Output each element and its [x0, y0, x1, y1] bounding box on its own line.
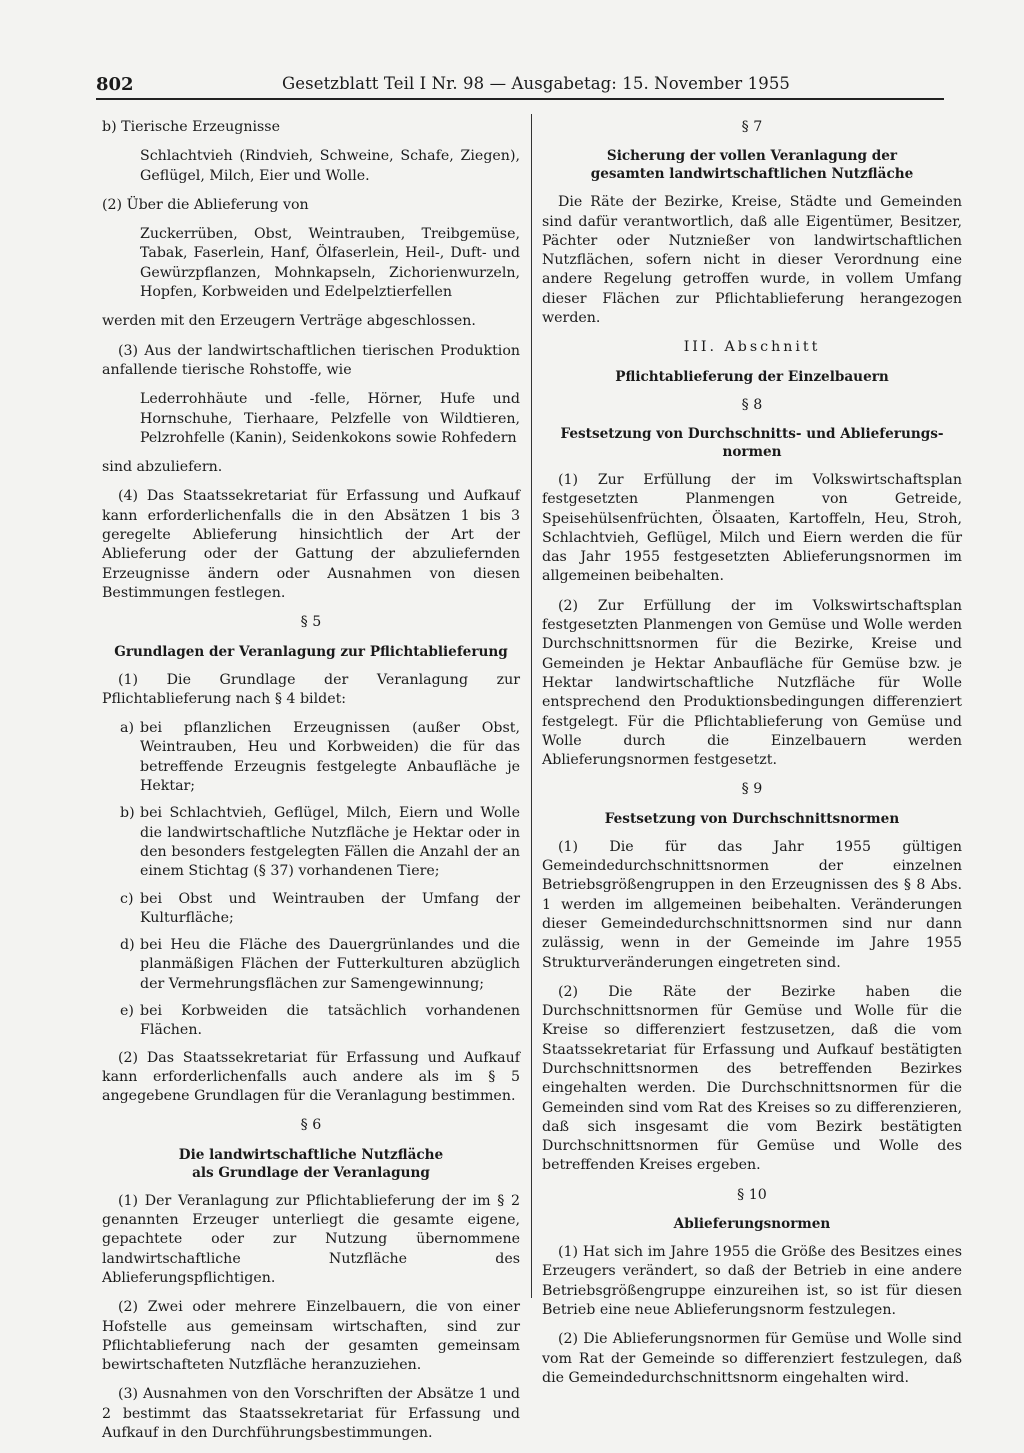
paragraph-3-intro: (3) Aus der landwirtschaftlichen tierischen Produktion anfallende tierische Rohstoffe, wie: [102, 342, 520, 378]
section-9-number: § 9: [741, 781, 763, 798]
section-9-paragraph-2: (2) Die Räte der Bezirke haben die Durchschnittsnormen für Gemüse und Wolle für die Kreise so differenziert festzusetzen, daß die vom Staatssekretariat für Erfassung und Aufkauf bestätigten Durchschnittsnormen des betreffenden Bezirkes eingehalten werden. Die Durchschnittsnormen für die Gemeinden sind vom Rat des Kreises so zu differenzieren, daß sich insgesamt die vom Bezirk bestätigten Durchschnittsnormen für Gemüse und Wolle des betreffenden Kreises ergeben.: [542, 983, 962, 1174]
item-d-label: d): [120, 937, 135, 954]
item-c-label: c): [120, 890, 134, 907]
paragraph-2-end: werden mit den Erzeugern Verträge abgeschlossen.: [102, 313, 476, 330]
section-6-paragraph-2: (2) Zwei oder mehrere Einzelbauern, die von einer Hofstelle aus gemeinsam wirtschaften, sind zur Pflichtablieferung nach der gesamten gemeinsam bewirtschafteten Nutzfläche heranzuziehen.: [102, 1299, 520, 1374]
paragraph-b-label: b) Tierische Erzeugnisse: [102, 119, 280, 135]
item-b-label: b): [120, 805, 135, 822]
item-a-text: bei pflanzlichen Erzeugnissen (außer Obst, Weintrauben, Heu und Korbweiden) die für das betreffende Erzeugnis festgelegte Anbaufläche je Hektar;: [140, 720, 520, 795]
item-c-text: bei Obst und Weintrauben der Umfang der Kulturfläche;: [140, 890, 520, 926]
section-6-title-line-2: als Grundlage der Veranlagung: [192, 1164, 430, 1181]
chapter-title: Pflichtablieferung der Einzelbauern: [615, 368, 889, 385]
paragraph-3-end: sind abzuliefern.: [102, 459, 223, 476]
section-5-item-a: [102, 719, 520, 796]
section-6-paragraph-3: (3) Ausnahmen von den Vorschriften der Absätze 1 und 2 bestimmt das Staatssekretariat für Erfassung und Aufkauf in den Durchführungsbestimmungen.: [102, 1386, 520, 1442]
section-5-item-d: [102, 936, 520, 994]
section-10-number: § 10: [737, 1186, 767, 1203]
section-6-paragraph-1: (1) Der Veranlagung zur Pflichtablieferung der im § 2 genannten Erzeuger unterliegt die gesamte eigene, gepachtete oder zur Nutzung übernommene landwirtschaftliche Nutzfläche des Ablieferungspflichtigen.: [102, 1192, 520, 1286]
section-5-item-e: [102, 1002, 520, 1041]
section-7-title-line-2: gesamten landwirtschaftlichen Nutzfläche: [590, 166, 914, 183]
section-5-title: Grundlagen der Veranlagung zur Pflichtablieferung: [114, 643, 508, 660]
paragraph-2-list: Zuckerrüben, Obst, Weintrauben, Treibgemüse, Tabak, Faserlein, Hanf, Ölfaserlein, Heil-, Duft- und Gewürzpflanzen, Mohnkapseln, Zichorienwurzeln, Hopfen, Korbweiden und Edelpelztierfellen: [140, 226, 520, 301]
paragraph-3-list: Lederrohhäute und -felle, Hörner, Hufe und Hornschuhe, Tierhaare, Pelzfelle von Wildtieren, Pelzrohfelle (Kanin), Seidenkokons sowie Rohfedern: [140, 391, 520, 446]
section-8-number: § 8: [741, 396, 763, 413]
section-7-paragraph: Die Räte der Bezirke, Kreise, Städte und Gemeinden sind dafür verantwortlich, daß alle Eigentümer, Besitzer, Pächter oder Nutznießer von landwirtschaftlichen Nutzflächen, sofern nicht in dieser Verordnung eine andere Regelung getroffen wurde, in vollem Umfang dieser Flächen zur Pflichtablieferung herangezogen werden.: [542, 194, 962, 327]
section-9-paragraph-1: (1) Die für das Jahr 1955 gültigen Gemeindedurchschnittsnormen der einzelnen Betriebsgrößengruppen in den Erzeugnissen des § 8 Abs. 1 werden im allgemeinen beibehalten. Veränderungen dieser Gemeindedurchschnittsnormen sind nur dann zulässig, wenn in der Gemeinde im Jahre 1955 Strukturveränderungen eingetreten sind.: [542, 838, 962, 971]
paragraph-b-text: Schlachtvieh (Rindvieh, Schweine, Schafe, Ziegen), Geflügel, Milch, Eier und Wolle.: [140, 148, 520, 184]
section-10-paragraph-2: (2) Die Ablieferungsnormen für Gemüse und Wolle sind vom Rat der Gemeinde so differenziert festzulegen, daß die Gemeindedurchschnittsnorm eingehalten wird.: [542, 1331, 962, 1386]
right-column: [542, 118, 962, 1398]
item-b-text: bei Schlachtvieh, Geflügel, Milch, Eiern und Wolle die landwirtschaftliche Nutzfläche je Hektar oder in den besonders festgelegten Fällen die Anzahl der an einem Stichtag (§ 37) vorhandenen Tiere;: [140, 805, 520, 880]
section-5-paragraph-2: (2) Das Staatssekretariat für Erfassung und Aufkauf kann erforderlichenfalls auch andere als im § 5 angegebene Grundlagen für die Veranlagung bestimmen.: [102, 1049, 520, 1105]
section-8-paragraph-1: (1) Zur Erfüllung der im Volkswirtschaftsplan festgesetzten Planmengen von Getreide, Speisehülsenfrüchten, Ölsaaten, Kartoffeln, Heu, Stroh, Schlachtvieh, Geflügel, Milch und Eiern werden die für das Jahr 1955 festgesetzten Ablieferungsnormen im allgemeinen beibehalten.: [542, 471, 962, 585]
paragraph-4: (4) Das Staatssekretariat für Erfassung und Aufkauf kann erforderlichenfalls die in den Absätzen 1 bis 3 geregelte Ablieferung hinsichtlich der Art der Ablieferung oder der Gattung der abzuliefernden Erzeugnisse ändern oder Ausnahmen von diesen Bestimmungen festlegen.: [102, 488, 520, 601]
chapter-heading: III. Abschnitt: [683, 339, 821, 356]
section-7-number: § 7: [741, 119, 763, 135]
item-a-label: a): [120, 720, 134, 737]
section-9-title: Festsetzung von Durchschnittsnormen: [604, 810, 900, 827]
section-8-title-line-2: normen: [722, 443, 782, 460]
section-5-number: § 5: [300, 614, 322, 631]
section-10-title: Ablieferungsnormen: [673, 1216, 831, 1233]
item-d-text: bei Heu die Fläche des Dauergrünlandes und die planmäßigen Flächen der Futterkulturen abzüglich der Vermehrungsflächen zur Samengewinnung;: [140, 937, 520, 992]
section-6-number: § 6: [300, 1117, 322, 1134]
section-5-paragraph-1: (1) Die Grundlage der Veranlagung zur Pflichtablieferung nach § 4 bildet:: [102, 671, 520, 707]
section-8-title-line-1: Festsetzung von Durchschnitts- und Ablieferungs-: [560, 425, 944, 442]
column-divider: [531, 114, 532, 1298]
section-8-paragraph-2: (2) Zur Erfüllung der im Volkswirtschaftsplan festgesetzten Planmengen von Gemüse und Wolle werden Durchschnittsnormen für die Bezirke, Kreise und Gemeinden je Hektar Anbaufläche für Gemüse bzw. je Hektar landwirtschaftliche Nutzfläche für Wolle entsprechend den Produktionsbedingungen differenziert festgelegt. Für die Pflichtablieferung von Gemüse und Wolle durch die Einzelbauern werden Ablieferungsnormen festgesetzt.: [542, 597, 962, 769]
section-10-paragraph-1: (1) Hat sich im Jahre 1955 die Größe des Besitzes eines Erzeugers verändert, so daß der Betrieb in eine andere Betriebsgrößengruppe einzureihen ist, so ist für diesen Betrieb eine neue Ablieferungsnorm festzulegen.: [542, 1244, 962, 1318]
running-title: Gesetzblatt Teil I Nr. 98 — Ausgabetag: 15. November 1955: [282, 74, 791, 93]
section-5-item-b: [102, 804, 520, 881]
section-7-title-line-1: Sicherung der vollen Veranlagung der: [606, 148, 898, 165]
item-e-text: bei Korbweiden die tatsächlich vorhandenen Flächen.: [140, 1002, 520, 1039]
section-6-title-line-1: Die landwirtschaftliche Nutzfläche: [178, 1146, 444, 1163]
page-header: [96, 72, 944, 100]
item-e-label: e): [120, 1002, 134, 1019]
page-number: 802: [96, 74, 134, 95]
paragraph-2-intro: (2) Über die Ablieferung von: [102, 196, 309, 213]
section-5-item-c: [102, 890, 520, 929]
left-column: [102, 118, 520, 1453]
